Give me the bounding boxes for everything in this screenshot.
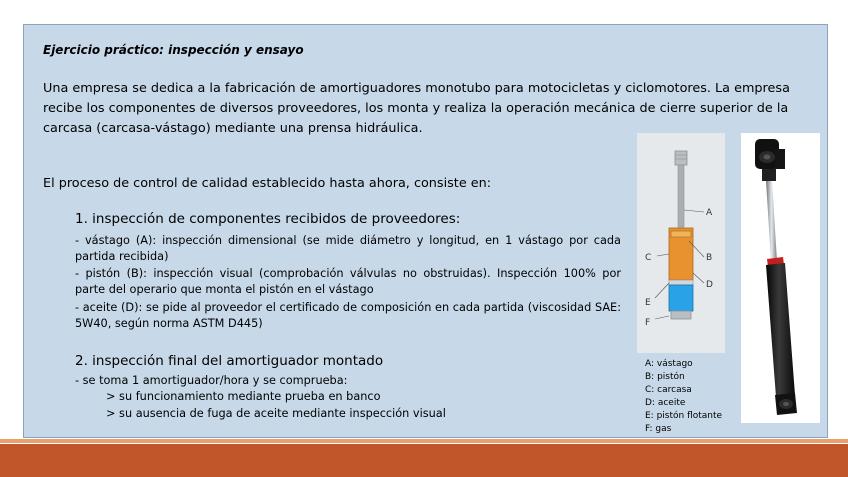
process-intro: El proceso de control de calidad establecido hasta ahora, consiste en:: [43, 176, 492, 191]
diagram-legend: [645, 358, 722, 436]
exercise-title: Ejercicio práctico: inspección y ensayo: [43, 43, 304, 57]
diagram-label-d: D: [706, 280, 713, 290]
diagram-label-c: C: [645, 253, 652, 263]
diagram-illustration: [637, 133, 725, 353]
intro-line: Una empresa se dedica a la fabricación de amortiguadores monotubo para motocicletas y ciclomotores. La empresa: [43, 81, 790, 96]
list-item: - pistón (B): inspección visual (comprobación válvulas no obstruidas). Inspección 100% por parte del operario que monta el pistón en el vástago: [75, 267, 621, 296]
legend-item: C: carcasa: [645, 385, 692, 395]
check-point: > su funcionamiento mediante prueba en banco: [106, 390, 381, 403]
footer-divider: [0, 439, 848, 443]
shock-absorber-photo: [741, 133, 820, 423]
list-item: - vástago (A): inspección dimensional (se mide diámetro y longitud, en 1 vástago por cada partida recibida): [75, 234, 621, 263]
footer-bar: [0, 444, 848, 477]
intro-line: recibe los componentes de diversos proveedores, los monta y realiza la operación mecánica de cierre superior de la: [43, 101, 789, 116]
section2-lead: - se toma 1 amortiguador/hora y se comprueba:: [75, 374, 348, 387]
list-item: - aceite (D): se pide al proveedor el certificado de composición en cada partida (viscosidad SAE: 5W40, según norma ASTM D445): [75, 301, 621, 330]
shock-absorber-diagram: [637, 133, 725, 353]
section2-heading: 2. inspección final del amortiguador montado: [75, 353, 384, 369]
legend-item: B: pistón: [645, 372, 685, 382]
legend-item: D: aceite: [645, 398, 686, 408]
check-point: > su ausencia de fuga de aceite mediante inspección visual: [106, 407, 446, 420]
diagram-label-b: B: [706, 253, 713, 263]
legend-item: A: vástago: [645, 359, 693, 369]
diagram-label-a: A: [706, 208, 713, 218]
diagram-label-f: F: [645, 318, 651, 328]
section1-heading: 1. inspección de componentes recibidos de proveedores:: [75, 211, 461, 227]
legend-item: F: gas: [645, 424, 672, 434]
shock-absorber-image: [741, 133, 820, 423]
legend-item: E: pistón flotante: [645, 411, 723, 421]
intro-line: carcasa (carcasa-vástago) mediante una prensa hidráulica.: [43, 121, 423, 136]
diagram-label-e: E: [645, 298, 651, 308]
